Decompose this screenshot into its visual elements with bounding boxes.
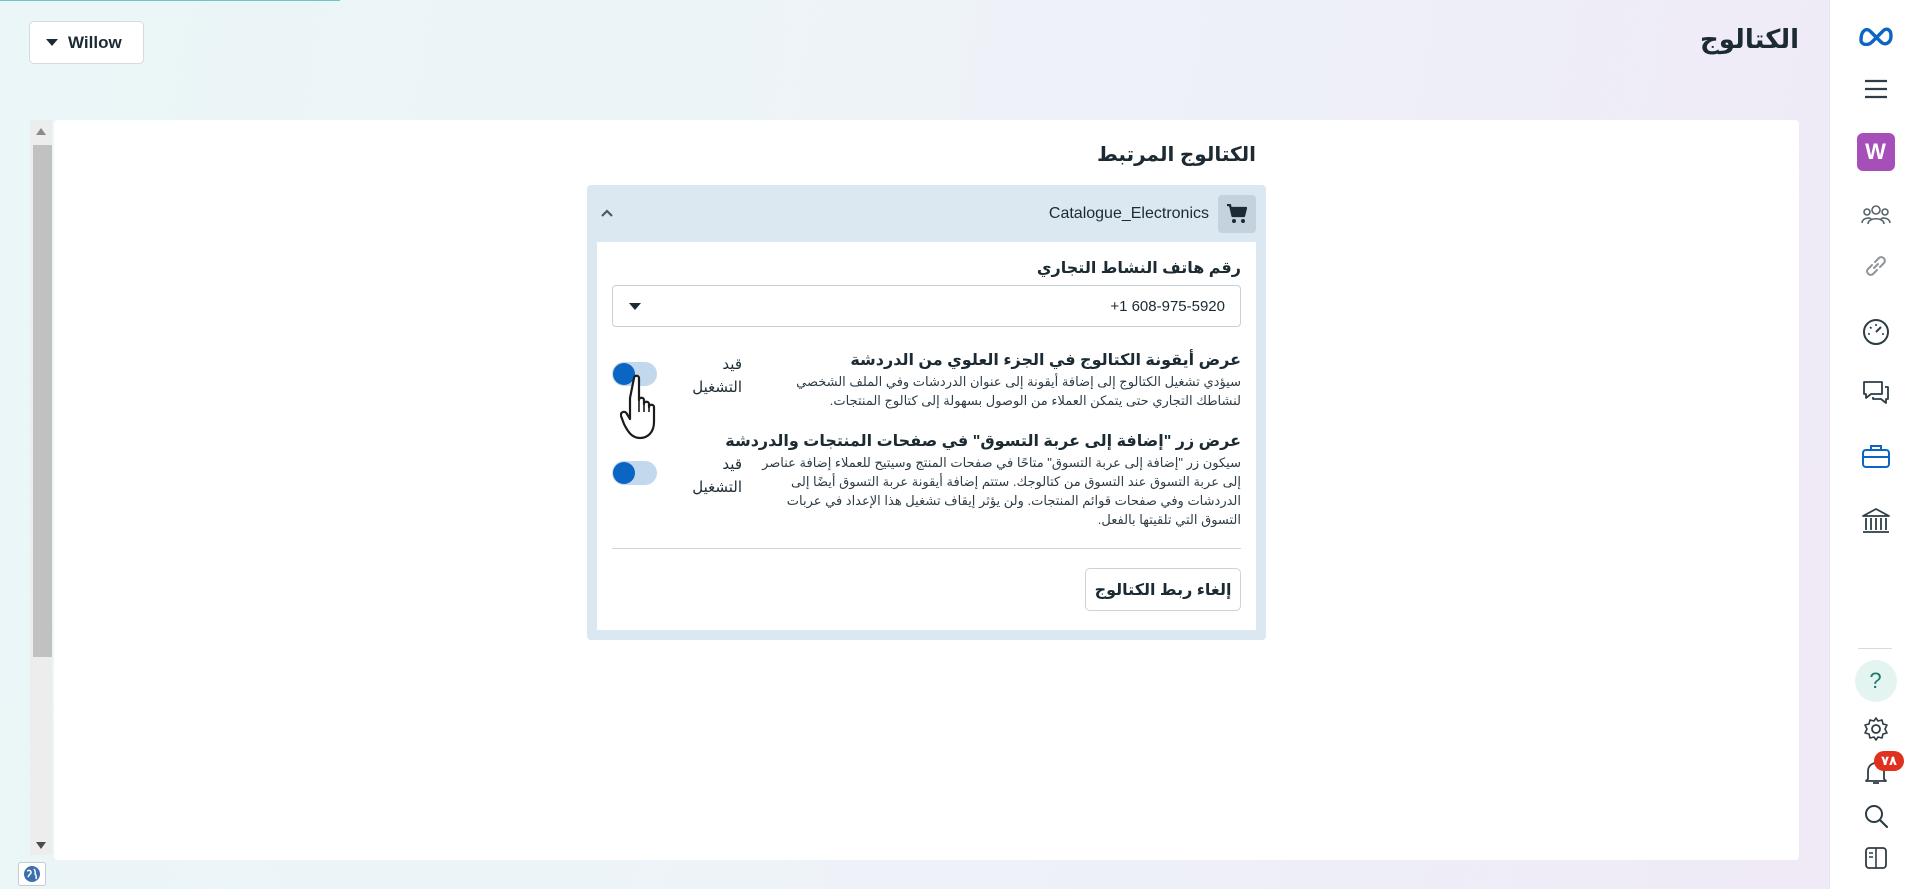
briefcase-icon	[1861, 443, 1891, 469]
section-title: الكتالوج المرتبط	[1097, 144, 1256, 166]
top-progress-bar	[0, 0, 340, 1]
setting-add-to-cart	[612, 431, 1241, 531]
globe-icon	[23, 865, 41, 883]
scroll-thumb[interactable]	[33, 145, 52, 657]
people-icon	[1861, 204, 1891, 226]
toggle-sidebar-button[interactable]	[1830, 838, 1920, 878]
meta-logo[interactable]	[1830, 15, 1920, 55]
scroll-down-arrow-icon[interactable]	[36, 842, 46, 849]
nav-business-tools[interactable]	[1830, 436, 1920, 476]
catalog-card-body	[597, 242, 1256, 630]
phone-select[interactable]	[612, 285, 1241, 327]
setting-description: سيكون زر "إضافة إلى عربة التسوق" متاحًا في صفحات المنتج وسيتيح للعملاء إضافة عناصر إلى عربة التسوق عند التسوق من كتالوجك. ستتم إضافة أيقونة عربة التسوق أيضًا إلى الدردشات وفي صفحات قوائم المنتجات. ولن يؤثر إيقاف تشغيل هذا الإعداد في عربات التسوق التي تلقيتها بالفعل.	[762, 455, 1241, 527]
catalog-card	[587, 185, 1266, 640]
notification-count-badge: ٧٨	[1874, 751, 1904, 771]
main-panel	[54, 120, 1799, 860]
divider	[612, 548, 1241, 549]
phone-label: رقم هاتف النشاط التجاري	[1036, 260, 1241, 277]
setting-title: عرض أيقونة الكتالوج في الجزء العلوي من الدردشة	[850, 352, 1241, 369]
link-icon	[1862, 252, 1890, 280]
scroll-up-arrow-icon[interactable]	[36, 128, 46, 135]
setting-state-label: قيد التشغيل	[692, 356, 742, 396]
nav-chats[interactable]	[1830, 372, 1920, 412]
shopping-cart-icon	[1226, 204, 1248, 224]
caret-down-icon	[629, 303, 641, 310]
page-title: الكتالوج	[1700, 24, 1799, 54]
cart-icon-box	[1218, 195, 1256, 233]
globe-button[interactable]	[18, 862, 46, 886]
menu-button[interactable]	[1830, 69, 1920, 109]
setting-description: سيؤدي تشغيل الكتالوج إلى إضافة أيقونة إلى عنوان الدردشات وفي الملف الشخصي لنشاطك التجاري حتى يتمكن العملاء من الوصول بسهولة إلى كتالوج المنتجات.	[796, 374, 1241, 408]
bank-icon	[1861, 507, 1891, 535]
search-icon	[1863, 803, 1889, 829]
help-icon: ?	[1855, 660, 1897, 702]
phone-value: +1 608-975-5920	[1110, 298, 1225, 315]
toggle-knob	[613, 462, 635, 484]
caret-down-icon	[46, 39, 58, 46]
meta-logo-icon	[1858, 24, 1894, 46]
chat-bubbles-icon	[1861, 378, 1891, 406]
unlink-catalog-button[interactable]: إلغاء ربط الكتالوج	[1085, 568, 1241, 611]
rail-divider	[1858, 648, 1892, 649]
hamburger-menu-icon	[1864, 79, 1888, 99]
help-button[interactable]	[1830, 660, 1920, 702]
setting-catalog-icon	[612, 350, 1241, 412]
workspace-avatar-button[interactable]	[1830, 132, 1920, 172]
settings-button[interactable]	[1830, 709, 1920, 749]
nav-links[interactable]	[1830, 246, 1920, 286]
nav-insights[interactable]	[1830, 312, 1920, 352]
sidebar-panel-icon	[1864, 846, 1888, 870]
scrollbar[interactable]	[30, 120, 52, 855]
setting-title: عرض زر "إضافة إلى عربة التسوق" في صفحات المنتجات والدردشة	[725, 433, 1241, 450]
right-nav-rail	[1829, 0, 1920, 889]
search-button[interactable]	[1830, 796, 1920, 836]
gauge-icon	[1862, 318, 1890, 346]
gear-icon	[1863, 716, 1889, 742]
account-name: Willow	[68, 32, 122, 52]
nav-people[interactable]	[1830, 195, 1920, 235]
catalog-name: Catalogue_Electronics	[1048, 205, 1209, 222]
workspace-avatar: W	[1857, 133, 1895, 171]
catalog-card-header[interactable]	[587, 185, 1266, 242]
collapse-chevron-up-icon[interactable]	[596, 202, 618, 224]
add-to-cart-toggle[interactable]	[612, 461, 657, 485]
notifications-button[interactable]	[1830, 753, 1920, 793]
hand-cursor-icon	[620, 374, 668, 444]
setting-state-label: قيد التشغيل	[692, 456, 742, 496]
nav-billing[interactable]	[1830, 501, 1920, 541]
account-switcher-button[interactable]	[29, 21, 144, 64]
